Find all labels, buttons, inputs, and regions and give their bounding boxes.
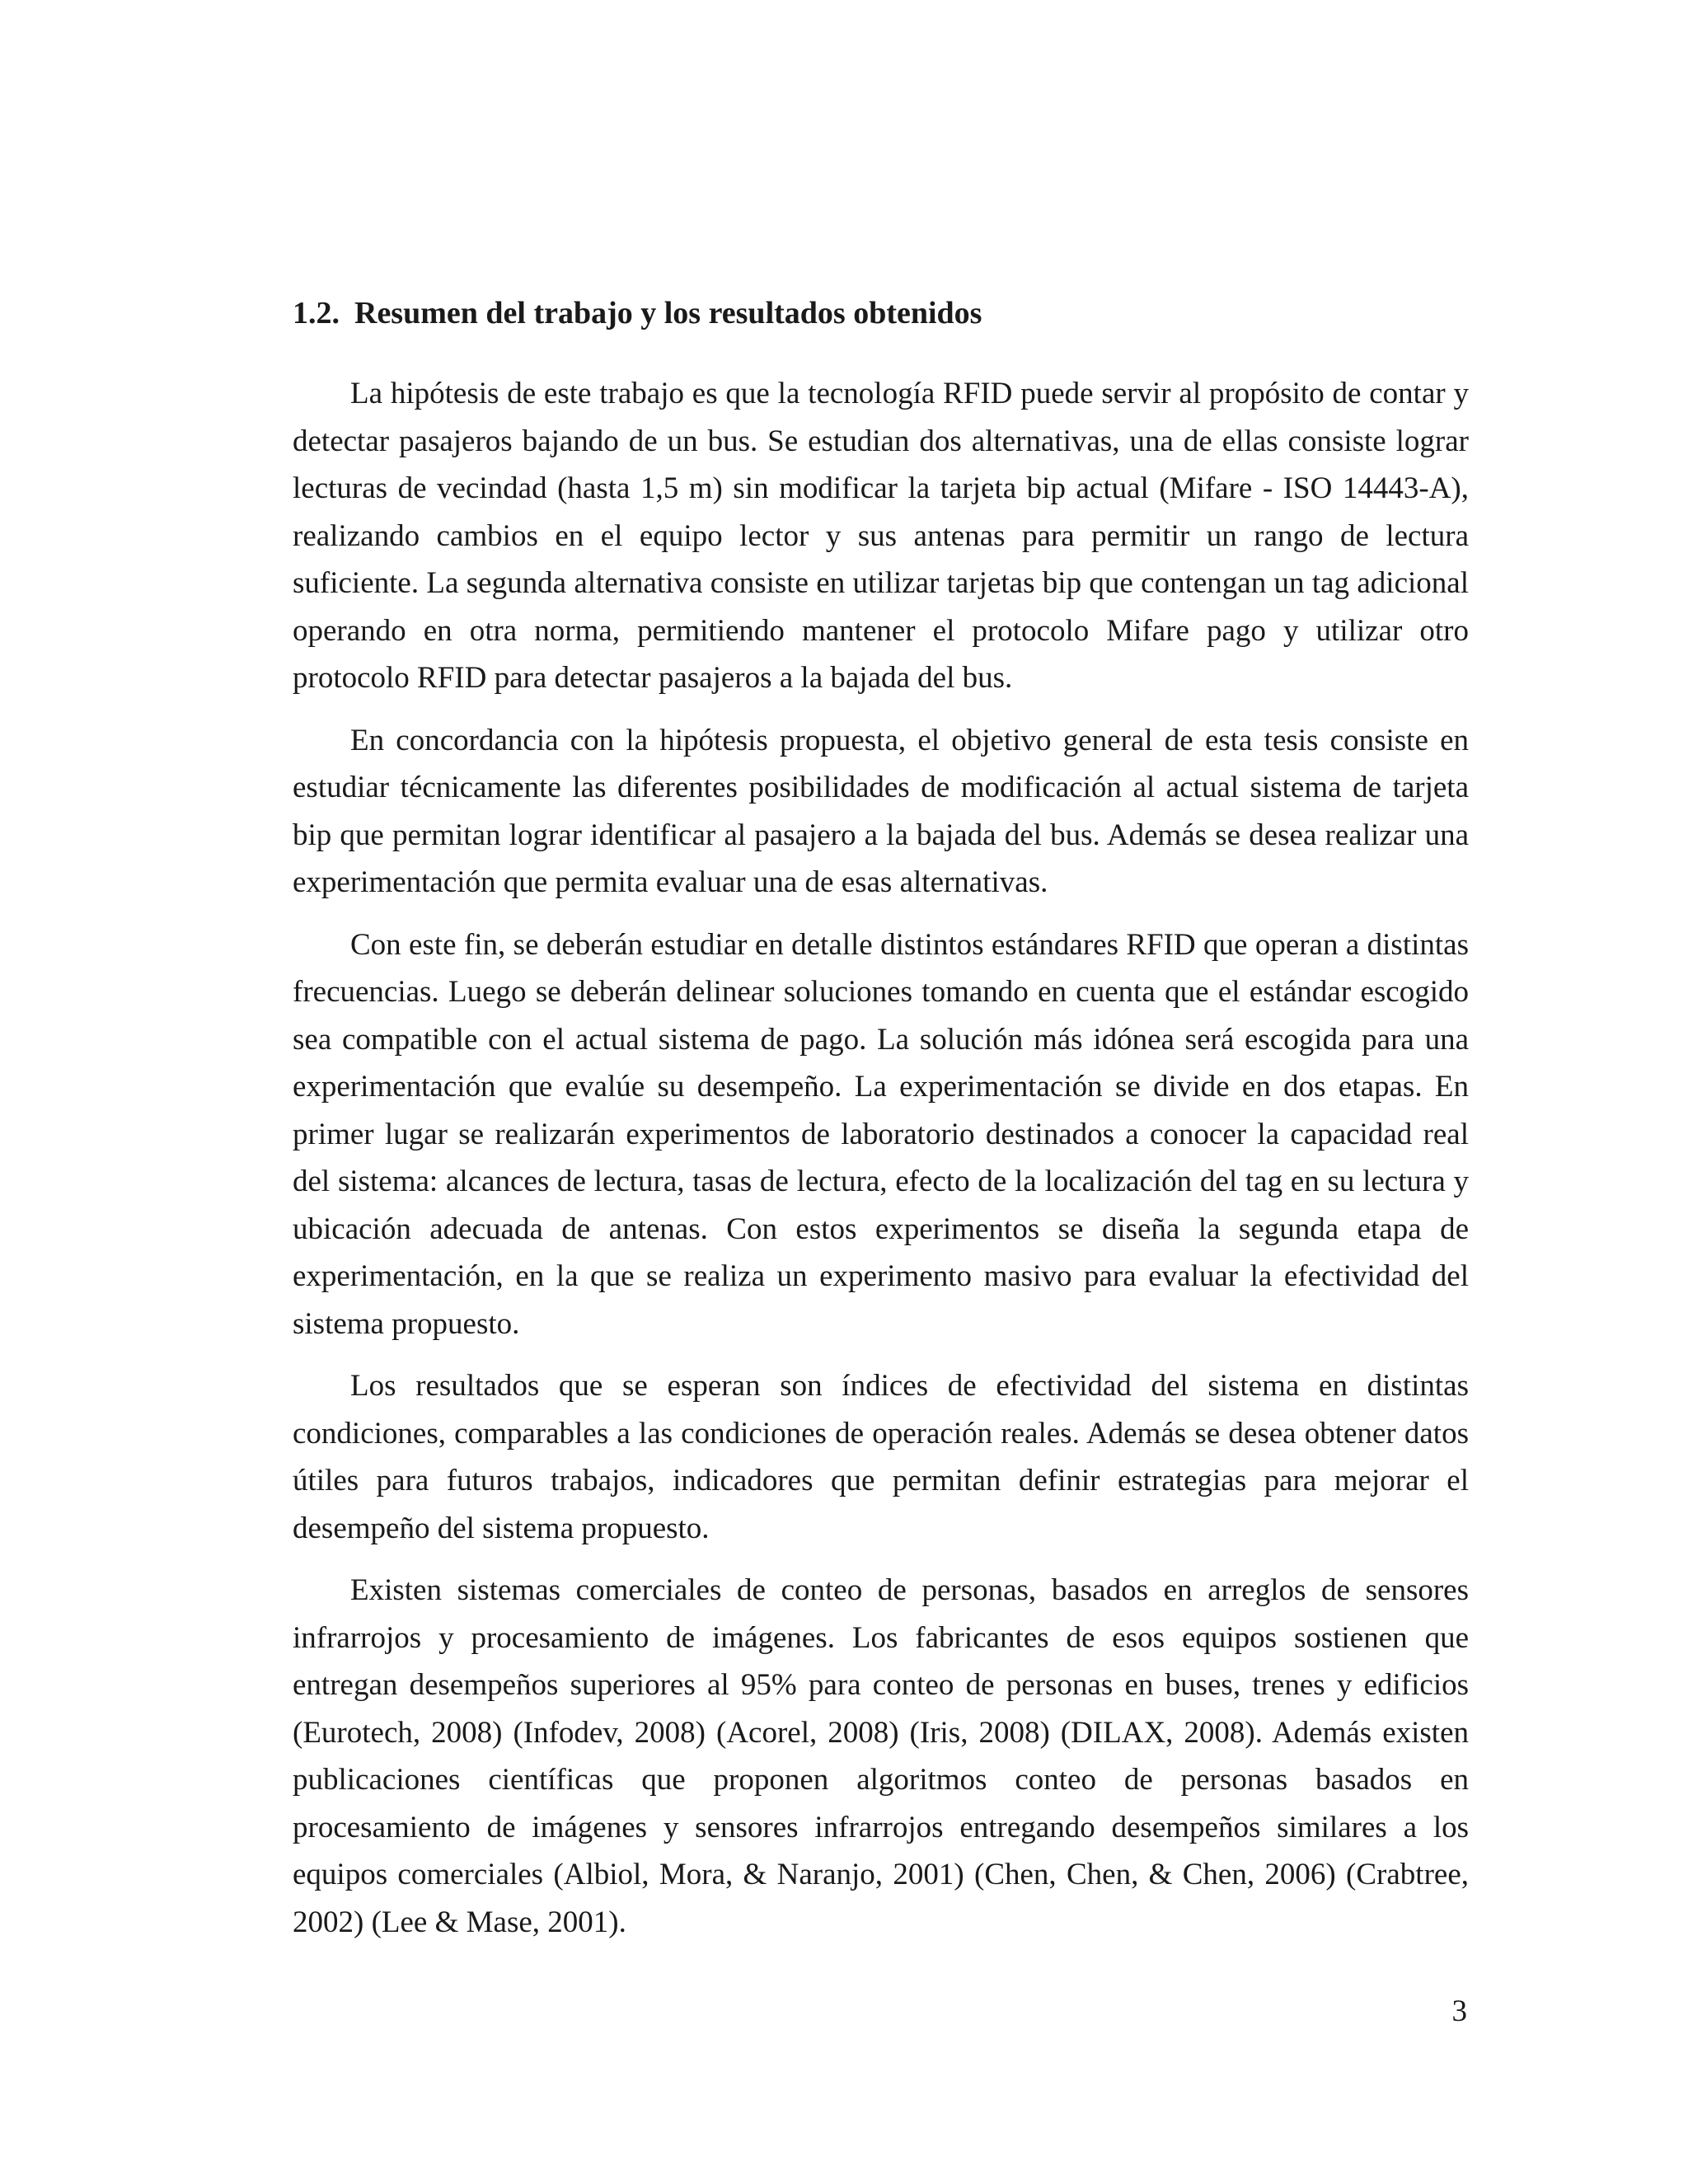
- paragraph-objective: En concordancia con la hipótesis propuesta, el objetivo general de esta tesis consiste en estudiar técnicamente las diferentes posibilidades de modificación al actual sistema de tarjeta bip que permitan lograr identificar al pasajero a la bajada del bus. Además se desea realizar una experimentación que permita evaluar una de esas alternativas.: [293, 723, 1469, 899]
- page-content: [293, 293, 1469, 1961]
- section-title: Resumen del trabajo y los resultados obtenidos: [354, 296, 982, 330]
- section-number: 1.2.: [293, 296, 340, 330]
- page-number: 3: [1451, 1994, 1467, 2028]
- paragraph-hypothesis: La hipótesis de este trabajo es que la tecnología RFID puede servir al propósito de contar y detectar pasajeros bajando de un bus. Se estudian dos alternativas, una de ellas consiste lograr lecturas de vecindad (hasta 1,5 m) sin modificar la tarjeta bip actual (Mifare - ISO 14443-A), realizando cambios en el equipo lector y sus antenas para permitir un rango de lectura suficiente. La segunda alternativa consiste en utilizar tarjetas bip que contengan un tag adicional operando en otra norma, permitiendo mantener el protocolo Mifare pago y utilizar otro protocolo RFID para detectar pasajeros a la bajada del bus.: [293, 377, 1469, 695]
- paragraph-expected-results: Los resultados que se esperan son índices de efectividad del sistema en distintas condiciones, comparables a las condiciones de operación reales. Además se desea obtener datos útiles para futuros trabajos, indicadores que permitan definir estrategias para mejorar el desempeño del sistema propuesto.: [293, 1369, 1469, 1545]
- paragraph-methodology: Con este fin, se deberán estudiar en detalle distintos estándares RFID que operan a distintas frecuencias. Luego se deberán delinear soluciones tomando en cuenta que el estándar escogido sea compatible con el actual sistema de pago. La solución más idónea será escogida para una experimentación que evalúe su desempeño. La experimentación se divide en dos etapas. En primer lugar se realizarán experimentos de laboratorio destinados a conocer la capacidad real del sistema: alcances de lectura, tasas de lectura, efecto de la localización del tag en su lectura y ubicación adecuada de antenas. Con estos experimentos se diseña la segunda etapa de experimentación, en la que se realiza un experimento masivo para evaluar la efectividad del sistema propuesto.: [293, 927, 1469, 1341]
- paragraph-related-work: Existen sistemas comerciales de conteo de personas, basados en arreglos de sensores infrarrojos y procesamiento de imágenes. Los fabricantes de esos equipos sostienen que entregan desempeños superiores al 95% para conteo de personas en buses, trenes y edificios (Eurotech, 2008) (Infodev, 2008) (Acorel, 2008) (Iris, 2008) (DILAX, 2008). Además existen publicaciones científicas que proponen algoritmos conteo de personas basados en procesamiento de imágenes y sensores infrarrojos entregando desempeños similares a los equipos comerciales (Albiol, Mora, & Naranjo, 2001) (Chen, Chen, & Chen, 2006) (Crabtree, 2002) (Lee & Mase, 2001).: [293, 1573, 1469, 1939]
- section-heading: [293, 293, 1469, 334]
